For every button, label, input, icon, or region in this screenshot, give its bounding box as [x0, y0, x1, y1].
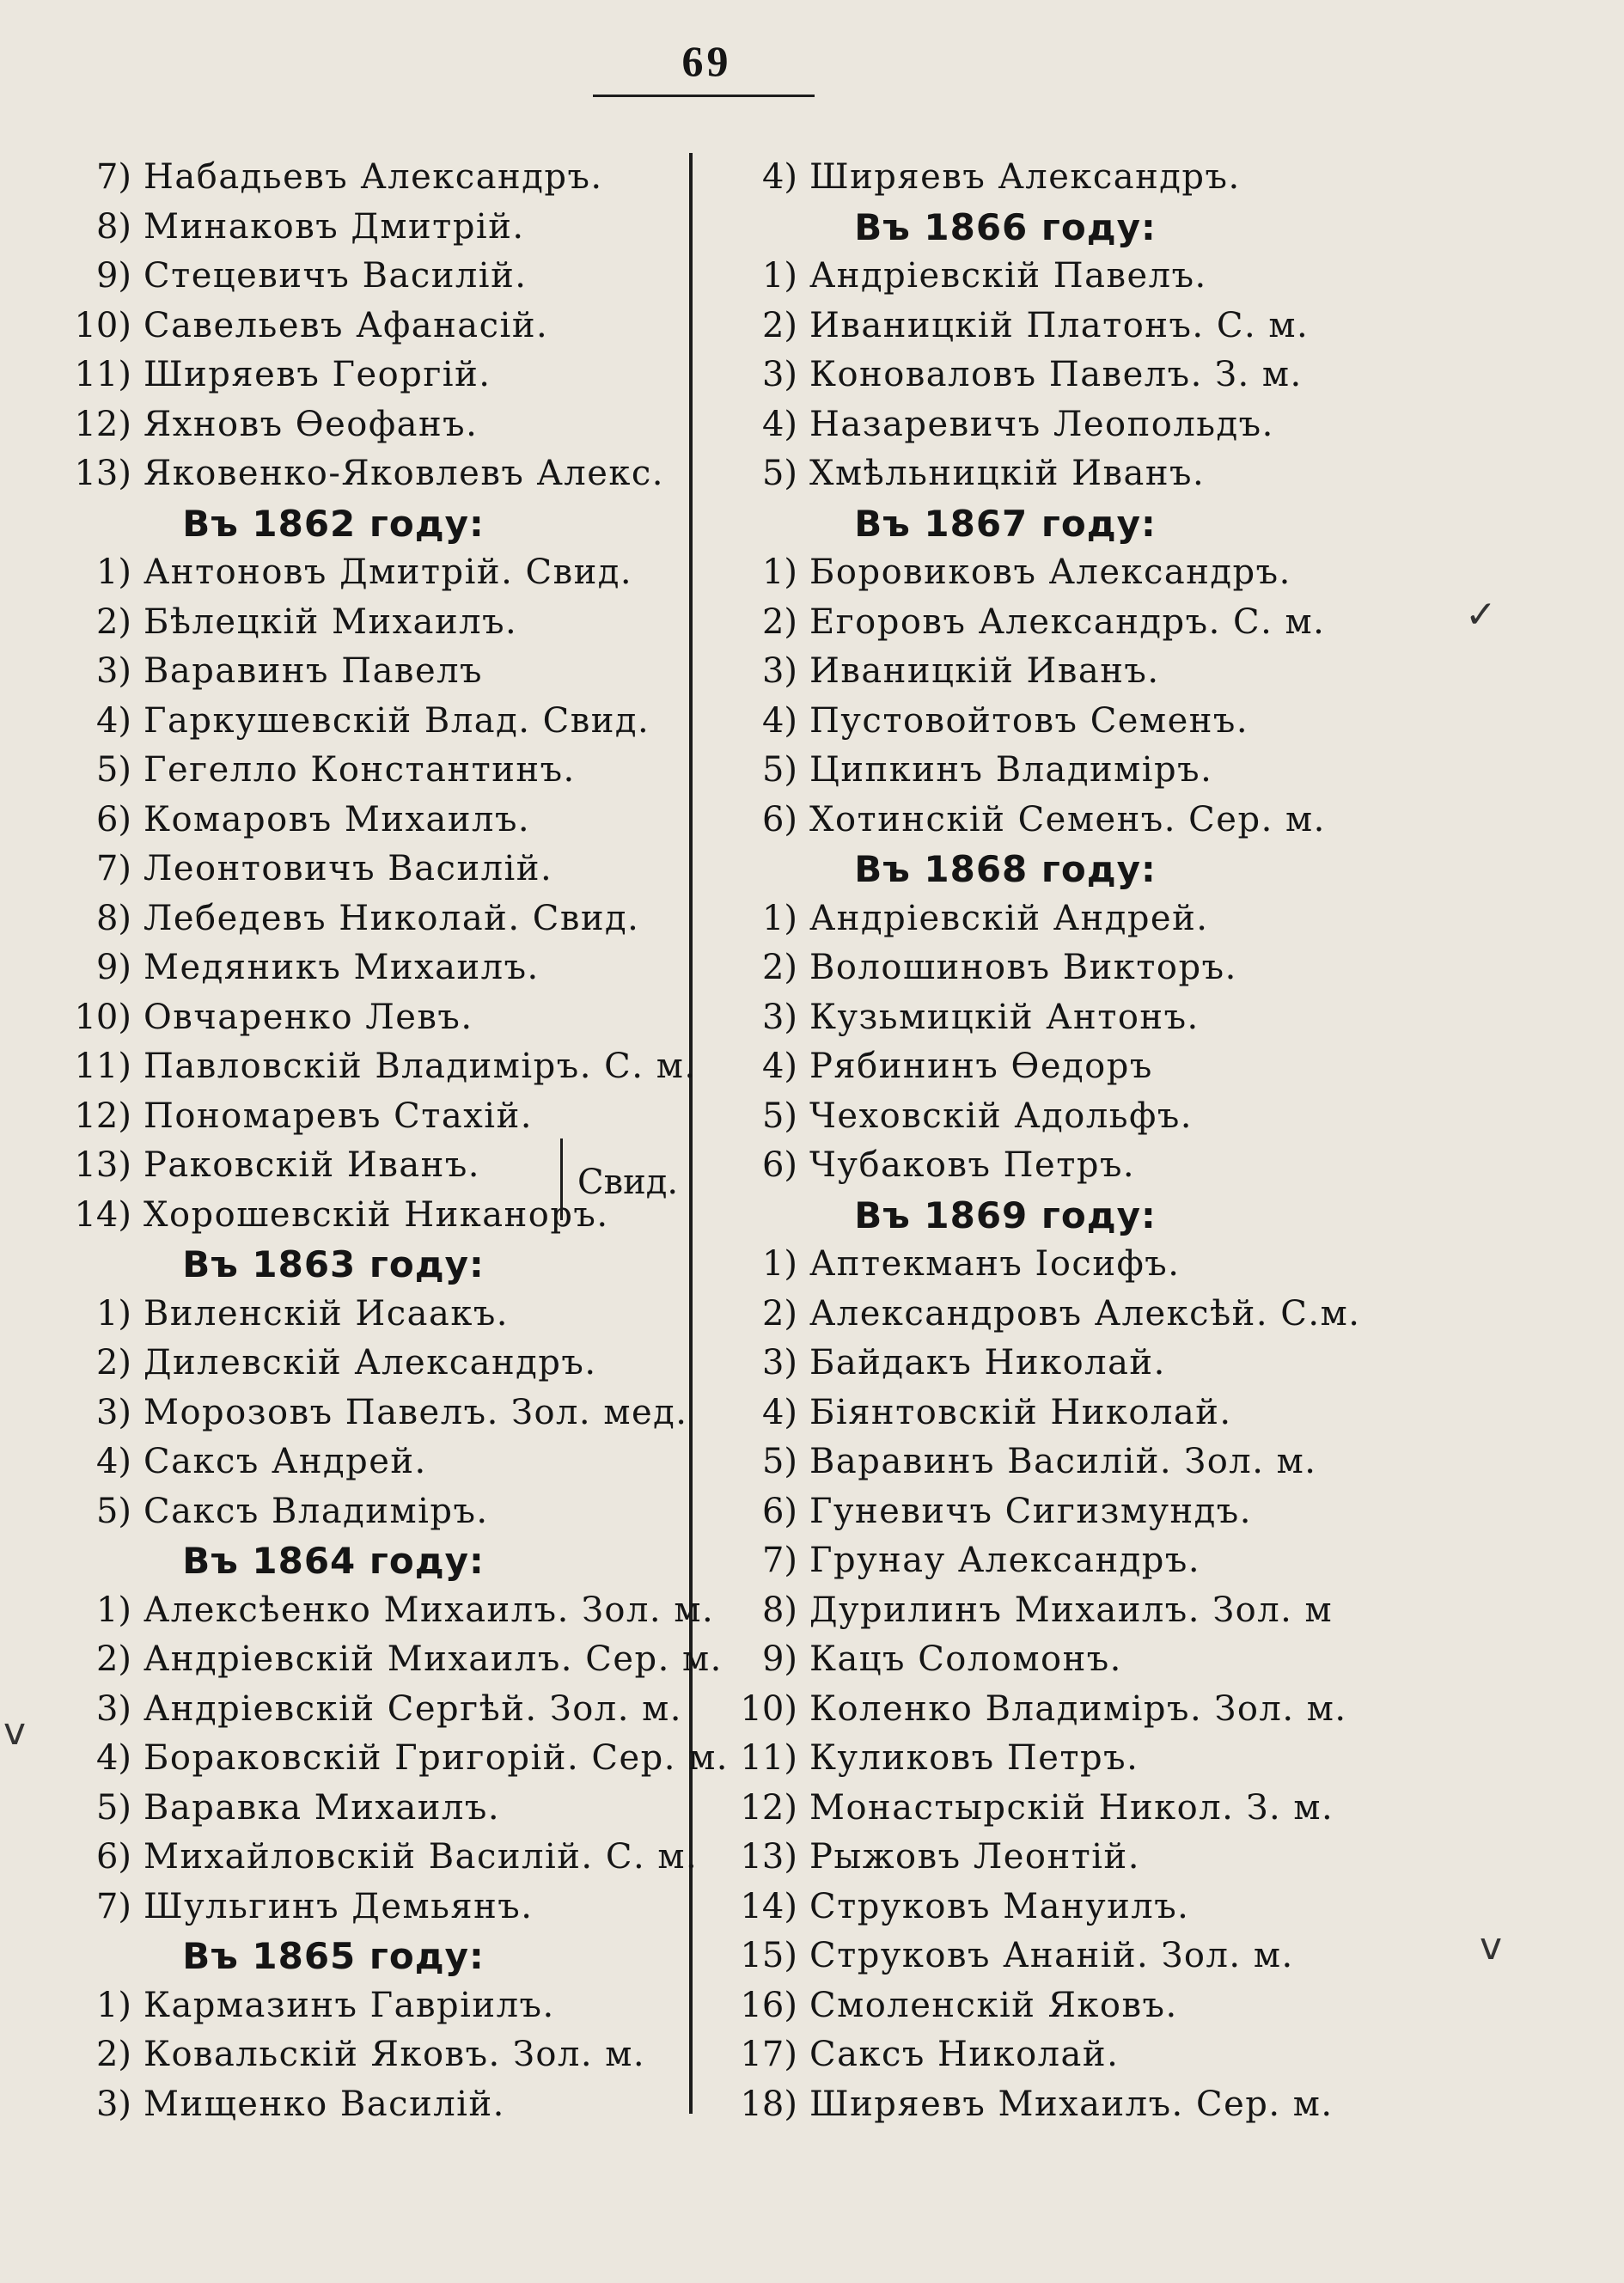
- entry-name: Ковальскій Яковъ. Зол. м.: [143, 2035, 646, 2074]
- entry-number: 9): [95, 256, 131, 296]
- entry-number: 9): [761, 1639, 797, 1679]
- list-item: [24, 449, 694, 499]
- list-item: [705, 1734, 1375, 1784]
- entry-number: 12): [74, 1096, 131, 1136]
- list-item: [24, 697, 694, 747]
- entry-name: Андріевскій Сергѣй. Зол. м.: [143, 1688, 682, 1729]
- entry-name: Коленко Владиміръ. Зол. м.: [809, 1688, 1347, 1729]
- entry-number: 4): [761, 700, 797, 741]
- entry-name: Кацъ Соломонъ.: [809, 1639, 1122, 1679]
- entry-name: Савельевъ Афанасій.: [143, 305, 549, 345]
- entry-name: Смоленскій Яковъ.: [809, 1985, 1178, 2025]
- list-item: [24, 746, 694, 796]
- entry-number: 3): [761, 1343, 797, 1383]
- entry-name: Боровиковъ Александръ.: [809, 552, 1291, 592]
- entry-name: Варавка Михаилъ.: [143, 1787, 501, 1828]
- entry-name: Кузьмицкій Антонъ.: [809, 997, 1200, 1037]
- list-item: [24, 845, 694, 894]
- entry-number: 3): [95, 2084, 131, 2124]
- entry-name: Александровъ Алексѣй. С.м.: [809, 1293, 1361, 1334]
- entry-number: 1): [761, 552, 797, 592]
- entry-name: Виленскій Исаакъ.: [143, 1293, 510, 1334]
- entry-name: Аптекманъ Іосифъ.: [809, 1244, 1181, 1284]
- list-item: [24, 302, 694, 351]
- entry-name: Струковъ Мануилъ.: [809, 1886, 1190, 1926]
- entry-name: Дурилинъ Михаилъ. Зол. м: [809, 1590, 1334, 1630]
- entry-number: 13): [740, 1837, 797, 1877]
- entry-number: 7): [95, 157, 131, 197]
- entry-name: Мищенко Василій.: [143, 2084, 505, 2124]
- entry-number: 1): [761, 256, 797, 296]
- entry-name: Овчаренко Левъ.: [143, 997, 473, 1037]
- list-item: [24, 1092, 694, 1142]
- list-item: [705, 746, 1375, 796]
- entry-number: 5): [761, 1096, 797, 1136]
- entry-number: 12): [74, 404, 131, 444]
- entry-name: Леонтовичъ Василій.: [143, 849, 553, 888]
- list-item: [705, 1092, 1375, 1142]
- entry-number: 4): [761, 1392, 797, 1432]
- list-item: [705, 302, 1375, 351]
- entry-name: Чубаковъ Петръ.: [809, 1145, 1136, 1185]
- list-item: [24, 2030, 694, 2080]
- entry-number: 5): [761, 1442, 797, 1481]
- entry-number: 13): [74, 454, 131, 493]
- list-item: [24, 1339, 694, 1389]
- entry-name: Саксъ Андрей.: [143, 1442, 427, 1481]
- list-item: [24, 1487, 694, 1537]
- entry-number: 3): [95, 1688, 131, 1729]
- entry-number: 7): [761, 1541, 797, 1580]
- entry-name: Куликовъ Петръ.: [809, 1738, 1139, 1778]
- entry-name: Гуневичъ Сигизмундъ.: [809, 1491, 1252, 1531]
- year-heading: Въ 1865 году:: [182, 1935, 485, 1977]
- entry-number: 2): [761, 601, 797, 642]
- entry-name: Медяникъ Михаилъ.: [143, 948, 540, 987]
- entry-name: Павловскій Владиміръ. С. м.: [143, 1047, 697, 1086]
- entry-number: 2): [95, 601, 131, 642]
- list-item: [24, 647, 694, 697]
- entry-number: 2): [95, 2035, 131, 2074]
- entry-name: Ципкинъ Владиміръ.: [809, 750, 1213, 790]
- year-heading: Въ 1869 году:: [854, 1193, 1157, 1236]
- entry-name: Саксъ Владиміръ.: [143, 1491, 489, 1531]
- entry-number: 6): [761, 799, 797, 839]
- entry-number: 18): [740, 2084, 797, 2124]
- bracket: [560, 1138, 566, 1220]
- list-item: [24, 894, 694, 944]
- entry-number: 3): [761, 651, 797, 691]
- list-item: [24, 993, 694, 1043]
- entry-number: 4): [761, 157, 797, 197]
- list-item: [24, 1438, 694, 1487]
- list-item: [24, 1833, 699, 1883]
- entry-number: 4): [95, 700, 131, 741]
- list-item: [24, 252, 694, 302]
- entry-number: 14): [740, 1886, 797, 1926]
- entry-number: 8): [95, 898, 131, 938]
- entry-name: Байдакъ Николай.: [809, 1343, 1166, 1383]
- entry-name: Ширяевъ Михаилъ. Сер. м.: [809, 2084, 1334, 2124]
- entry-name: Стецевичъ Василій.: [143, 256, 528, 296]
- list-item: [24, 203, 694, 253]
- entry-number: 1): [761, 1244, 797, 1284]
- entry-name: Яхновъ Ѳеофанъ.: [143, 404, 479, 444]
- list-item: [705, 1536, 1375, 1586]
- entry-name: Антоновъ Дмитрій. Свид.: [143, 552, 633, 592]
- list-item: [705, 1981, 1375, 2031]
- entry-name: Біянтовскій Николай.: [809, 1392, 1232, 1432]
- list-item: [24, 796, 694, 845]
- list-item: [705, 647, 1375, 697]
- entry-name: Раковскій Иванъ.: [143, 1145, 481, 1185]
- list-item: [705, 1389, 1375, 1438]
- entry-name: Пустовойтовъ Семенъ.: [809, 700, 1249, 741]
- entry-number: 8): [761, 1590, 797, 1630]
- entry-number: 11): [740, 1738, 797, 1778]
- entry-name: Хотинскій Семенъ. Сер. м.: [809, 799, 1326, 839]
- entry-name: Варавинъ Василій. Зол. м.: [809, 1442, 1317, 1481]
- entry-name: Минаковъ Дмитрій.: [143, 206, 525, 247]
- entry-number: 4): [761, 1047, 797, 1086]
- entry-number: 6): [761, 1145, 797, 1185]
- entry-number: 10): [740, 1688, 797, 1729]
- entry-name: Гаркушевскій Влад. Свид.: [143, 700, 650, 741]
- entry-number: 7): [95, 849, 131, 888]
- year-heading: Въ 1866 году:: [854, 205, 1157, 248]
- list-item: [24, 1635, 723, 1685]
- entry-name: Грунау Александръ.: [809, 1541, 1201, 1580]
- bracket-note: Свид.: [577, 1163, 679, 1202]
- list-item: [705, 1883, 1375, 1932]
- list-item: [705, 1141, 1375, 1191]
- list-item: [705, 2030, 1375, 2080]
- entry-name: Рыжовъ Леонтій.: [809, 1837, 1140, 1877]
- entry-number: 8): [95, 206, 131, 247]
- list-item: [24, 943, 694, 993]
- entry-name: Саксъ Николай.: [809, 2035, 1120, 2074]
- entry-number: 2): [761, 948, 797, 987]
- entry-number: 6): [95, 799, 131, 839]
- page-number: 69: [681, 37, 732, 85]
- list-item: [24, 351, 694, 400]
- list-item: [705, 252, 1375, 302]
- entry-number: 1): [95, 1590, 131, 1630]
- entry-number: 10): [74, 997, 131, 1037]
- list-item: [705, 1240, 1375, 1290]
- year-heading: Въ 1863 году:: [182, 1243, 485, 1285]
- entry-name: Шульгинъ Демьянъ.: [143, 1886, 534, 1926]
- entry-name: Морозовъ Павелъ. Зол. мед.: [143, 1392, 688, 1432]
- list-item: [24, 1685, 694, 1735]
- entry-number: 14): [74, 1194, 131, 1235]
- list-item: [24, 400, 694, 450]
- entry-name: Иваницкій Платонъ. С. м.: [809, 305, 1310, 345]
- entry-name: Лебедевъ Николай. Свид.: [143, 898, 640, 938]
- entry-number: 12): [740, 1787, 797, 1828]
- entry-number: 4): [95, 1442, 131, 1481]
- entry-number: 2): [95, 1343, 131, 1383]
- entry-number: 17): [740, 2035, 797, 2074]
- list-item: [24, 2080, 694, 2130]
- entry-number: 2): [761, 1293, 797, 1334]
- list-item: [705, 1784, 1375, 1834]
- list-item: [705, 796, 1375, 845]
- entry-number: 11): [74, 355, 131, 394]
- entry-name: Волошиновъ Викторъ.: [809, 948, 1237, 987]
- entry-number: 11): [74, 1047, 131, 1086]
- entry-name: Дилевскій Александръ.: [143, 1343, 597, 1383]
- year-heading: Въ 1868 году:: [854, 848, 1157, 890]
- entry-name: Гегелло Константинъ.: [143, 750, 576, 790]
- list-item: [24, 598, 694, 648]
- entry-name: Михайловскій Василій. С. м.: [143, 1837, 699, 1877]
- entry-number: 3): [761, 997, 797, 1037]
- entry-name: Ширяевъ Александръ.: [809, 157, 1241, 197]
- list-item: [705, 1438, 1375, 1487]
- pencil-v-mark-left: v: [3, 1710, 27, 1754]
- entry-number: 2): [761, 305, 797, 345]
- entry-name: Рябининъ Ѳедоръ: [809, 1047, 1153, 1086]
- entry-number: 1): [95, 552, 131, 592]
- year-heading: Въ 1867 году:: [854, 502, 1157, 545]
- list-item: [705, 1042, 1375, 1092]
- list-item: [705, 1932, 1375, 1981]
- list-item: [705, 1833, 1375, 1883]
- list-item: [24, 1981, 694, 2031]
- entry-name: Егоровъ Александръ. С. м.: [809, 601, 1326, 642]
- list-item: [24, 1586, 715, 1636]
- list-item: [24, 153, 694, 203]
- entry-number: 2): [95, 1639, 131, 1679]
- entry-name: Андріевскій Михаилъ. Сер. м.: [143, 1639, 723, 1679]
- list-item: [705, 400, 1375, 450]
- list-item: [705, 1685, 1375, 1735]
- entry-number: 13): [74, 1145, 131, 1185]
- list-item: [705, 351, 1375, 400]
- year-heading: Въ 1864 году:: [182, 1540, 485, 1582]
- entry-name: Андріевскій Павелъ.: [809, 256, 1207, 296]
- entry-name: Бораковскій Григорій. Сер. м.: [143, 1738, 730, 1778]
- list-item: [24, 1042, 697, 1092]
- list-item: [24, 1784, 694, 1834]
- list-item: [705, 1487, 1375, 1537]
- entry-name: Ширяевъ Георгій.: [143, 355, 491, 394]
- entry-number: 5): [761, 750, 797, 790]
- entry-number: 7): [95, 1886, 131, 1926]
- entry-number: 1): [95, 1985, 131, 2025]
- pencil-check-mark: ✓: [1465, 593, 1497, 637]
- year-heading: Въ 1862 году:: [182, 502, 485, 545]
- list-item: [705, 153, 1375, 203]
- entry-name: Яковенко-Яковлевъ Алекс.: [143, 454, 664, 493]
- entry-name: Набадьевъ Александръ.: [143, 157, 603, 197]
- entry-name: Монастырскій Никол. З. м.: [809, 1787, 1334, 1828]
- list-item: [705, 993, 1375, 1043]
- entry-name: Андріевскій Андрей.: [809, 898, 1209, 938]
- entry-name: Коноваловъ Павелъ. З. м.: [809, 355, 1303, 394]
- header-rule: [593, 95, 815, 97]
- entry-number: 5): [95, 750, 131, 790]
- entry-number: 1): [761, 898, 797, 938]
- list-item: [24, 548, 694, 598]
- entry-name: Хорошевскій Никаноръ.: [143, 1194, 609, 1235]
- entry-name: Хмѣльницкій Иванъ.: [809, 454, 1206, 493]
- list-item: [24, 1883, 694, 1932]
- entry-name: Иваницкій Иванъ.: [809, 651, 1160, 691]
- entry-number: 1): [95, 1293, 131, 1334]
- entry-name: Пономаревъ Стахій.: [143, 1096, 533, 1136]
- entry-number: 6): [95, 1837, 131, 1877]
- entry-name: Комаровъ Михаилъ.: [143, 799, 531, 839]
- list-item: [705, 894, 1375, 944]
- entry-number: 4): [95, 1738, 131, 1778]
- list-item: [24, 1734, 730, 1784]
- entry-number: 10): [74, 305, 131, 345]
- entry-number: 16): [740, 1985, 797, 2025]
- entry-number: 3): [95, 651, 131, 691]
- entry-name: Алексѣенко Михаилъ. Зол. м.: [143, 1590, 715, 1630]
- list-item: [705, 1290, 1375, 1340]
- list-item: [705, 697, 1375, 747]
- entry-name: Назаревичъ Леопольдъ.: [809, 404, 1274, 444]
- entry-number: 15): [740, 1936, 797, 1975]
- left-column: [24, 153, 730, 2129]
- entry-number: 3): [95, 1392, 131, 1432]
- list-item: [705, 449, 1375, 499]
- list-item: [705, 548, 1375, 598]
- list-item: [705, 598, 1375, 648]
- entry-number: 9): [95, 948, 131, 987]
- list-item: [705, 1635, 1375, 1685]
- entry-number: 4): [761, 404, 797, 444]
- list-item: [24, 1389, 694, 1438]
- entry-name: Струковъ Ананій. Зол. м.: [809, 1936, 1294, 1975]
- list-item: [24, 1290, 694, 1340]
- entry-number: 3): [761, 355, 797, 394]
- entry-name: Кармазинъ Гавріилъ.: [143, 1985, 555, 2025]
- list-item: [705, 1339, 1375, 1389]
- entry-name: Варавинъ Павелъ: [143, 651, 483, 691]
- list-item: [705, 1586, 1375, 1636]
- list-item: [705, 943, 1375, 993]
- right-column: [705, 153, 1375, 2129]
- pencil-v-mark-right: v: [1480, 1925, 1503, 1969]
- entry-number: 6): [761, 1491, 797, 1531]
- entry-name: Чеховскій Адольфъ.: [809, 1096, 1193, 1136]
- entry-number: 5): [95, 1491, 131, 1531]
- list-item: [705, 2080, 1375, 2130]
- entry-number: 5): [761, 454, 797, 493]
- entry-number: 5): [95, 1787, 131, 1828]
- entry-name: Бѣлецкій Михаилъ.: [143, 601, 518, 642]
